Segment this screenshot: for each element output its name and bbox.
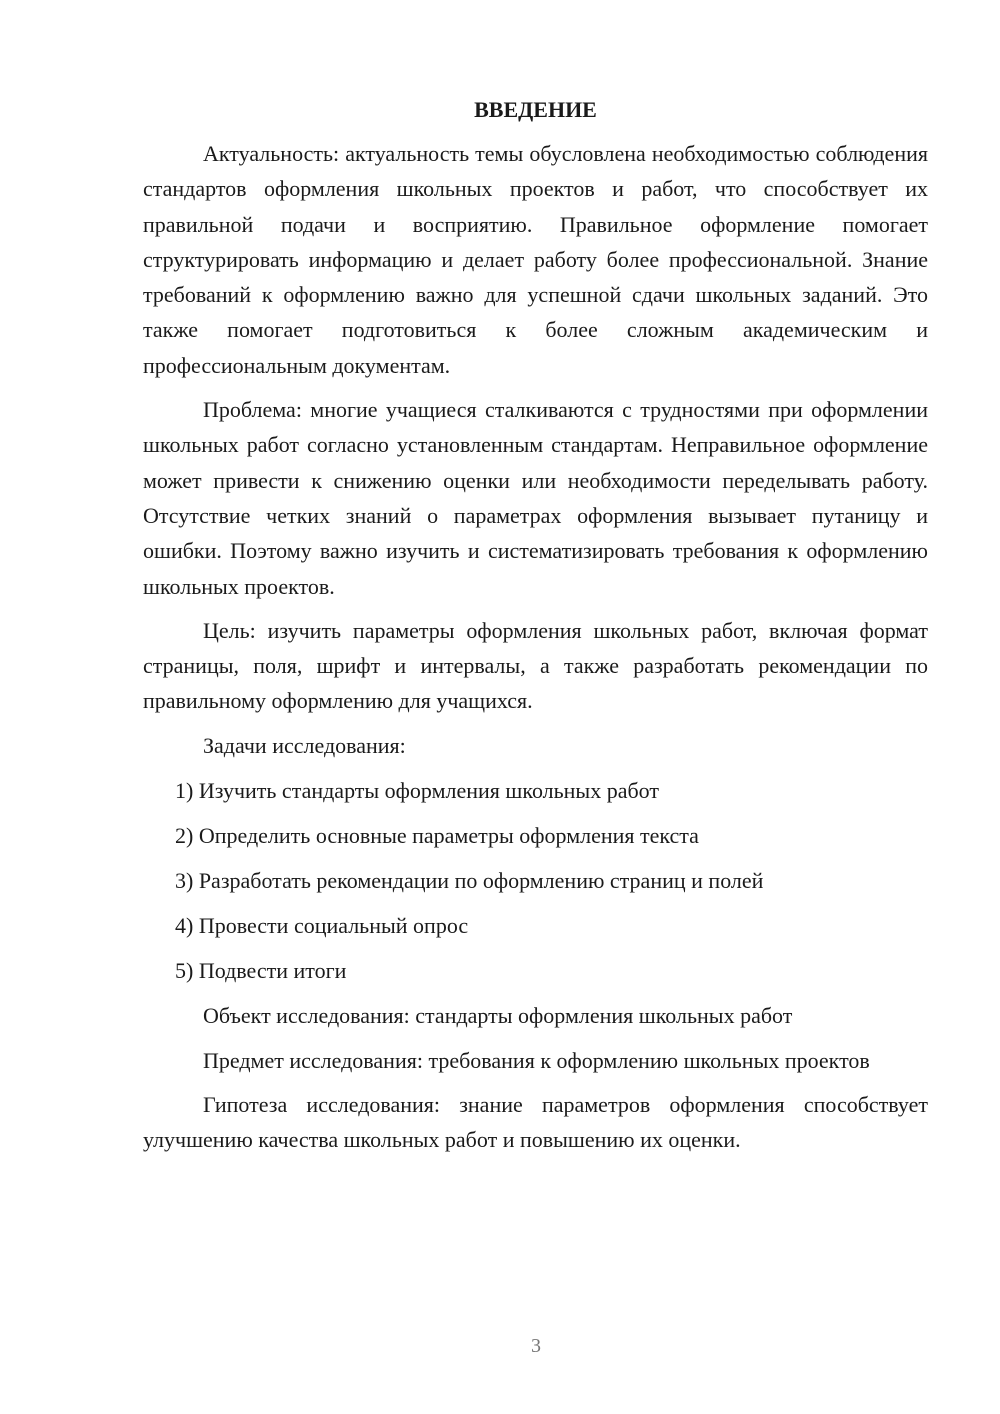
problem-paragraph: Проблема: многие учащиеся сталкиваются с трудностями при оформлении школьных работ согласно установленным стандартам. Неправильное оформление может привести к снижению оценки или необходимости переделывать работу. Отсутствие четких знаний о параметрах оформления вызывает путаницу и ошибки. Поэтому важно изучить и систематизировать требования к оформлению школьных проектов. [143,397,928,599]
object-paragraph: Объект исследования: стандарты оформления школьных работ [203,1002,793,1028]
page-number: 3 [531,1335,541,1357]
goal-paragraph: Цель: изучить параметры оформления школьных работ, включая формат страницы, поля, шрифт и интервалы, а также разработать рекомендации по правильному оформлению для учащихся. [143,617,928,714]
tasks-list [143,773,928,989]
subject-paragraph: Предмет исследования: требования к оформлению школьных проектов [203,1047,870,1073]
hypothesis-paragraph: Гипотеза исследования: знание параметров оформления способствует улучшению качества школьных работ и повышению их оценки. [143,1092,928,1153]
relevance-paragraph: Актуальность: актуальность темы обусловлена необходимостью соблюдения стандартов оформления школьных проектов и работ, что способствует их правильной подачи и восприятию. Правильное оформление помогает структурировать информацию и делает работу более профессиональной. Знание требований к оформлению важно для успешной сдачи школьных заданий. Это также помогает подготовиться к более сложным академическим и профессиональным документам. [143,141,928,378]
list-item: 2) Определить основные параметры оформления текста [175,822,699,848]
tasks-title: Задачи исследования: [203,732,406,758]
list-item: 3) Разработать рекомендации по оформлению страниц и полей [175,867,764,893]
document-page [143,92,928,1167]
list-item: 4) Провести социальный опрос [175,912,469,938]
list-item: 5) Подвести итоги [175,957,347,983]
list-item: 1) Изучить стандарты оформления школьных работ [175,777,659,803]
section-heading: ВВЕДЕНИЕ [474,97,597,122]
